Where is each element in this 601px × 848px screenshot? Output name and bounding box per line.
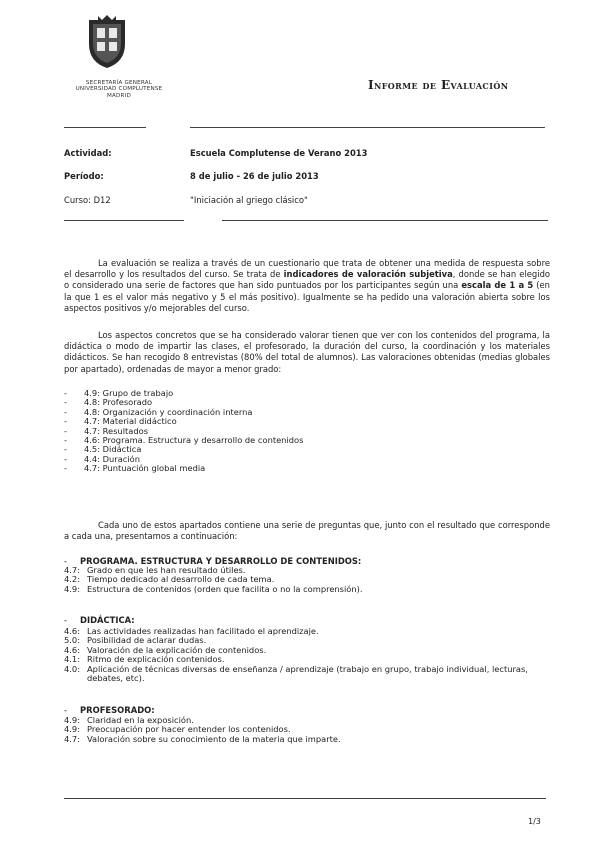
rating-label: Grupo de trabajo [102,388,174,398]
rating-score: 4.8 [84,406,98,417]
rating-item: - 4.4: Duración [64,455,303,464]
rating-label: Puntuación global media [102,463,206,474]
section-title-programa: - PROGRAMA. ESTRUCTURA Y DESARROLLO DE CONTENIDOS: [64,556,361,566]
rating-item: - 4.7: Resultados [64,427,303,436]
institution-line: MADRID [106,92,131,99]
rating-score: 4.4 [84,453,98,464]
rating-score: 4.7 [84,463,98,474]
intro-text: Los aspectos concretos que se ha considerado valorar tienen que ver con los contenidos del programa, la didáctica o modo de impartir las clases, el profesorado, la duración del curso, la coordinación y los materiales didácticos. Se han recogido 8 entrevistas (80% del total de alumnos). Las valoraciones obtenidas (medias globales por apartado), ordenadas de mayor a menor grado: [64,330,550,374]
question-item [64,585,534,594]
ratings-list [64,389,303,474]
section-title-didactica: - DIDÁCTICA: [64,615,135,625]
section-items-didactica [64,627,534,683]
question-text: Estructura de contenidos (orden que facilita o no la comprensión). [87,583,363,594]
question-score: 4.6: [64,626,80,636]
info-rule [64,220,184,221]
question-score: 4.9: [64,715,80,725]
intro-text: La evaluación se realiza a través de un cuestionario que trata de obtener una medida de respuesta sobre el desarrollo y los resultados del curso. Se trata de [64,258,550,280]
intro-paragraph-2 [64,330,550,375]
header-rule [190,127,545,128]
question-score: 4.6: [64,644,80,655]
detail-intro [64,520,550,542]
period-label: Período: [64,171,104,181]
rating-label: Organización y coordinación interna [102,406,253,417]
rating-label: Resultados [102,425,149,436]
rating-score: 4.7 [84,425,98,436]
activity-label: Actividad: [64,148,112,158]
course-value: "Iniciación al griego clásico" [190,195,308,205]
intro-paragraph-1 [64,258,550,314]
activity-value: Escuela Complutense de Verano 2013 [190,148,368,158]
intro-bold: indicadores de valoración subjetiva [283,269,453,280]
section-items-programa [64,566,534,594]
question-score: 4.7: [64,733,80,744]
rating-item: - 4.8: Profesorado [64,398,303,407]
rating-score: 4.6 [84,435,98,446]
rating-label: Didáctica [102,444,142,455]
question-text: Posibilidad de aclarar dudas. [87,635,207,646]
rating-score: 4.8 [84,397,98,408]
rating-item: - 4.5: Didáctica [64,445,303,454]
section-title-profesorado: - PROFESORADO: [64,705,155,715]
rating-item: - 4.9: Grupo de trabajo [64,389,303,398]
rating-label: Material didáctico [102,416,177,427]
detail-intro-text: Cada uno de estos apartados contiene una serie de preguntas que, junto con el resultado que corresponde a cada una, presentamos a continuación: [64,520,550,542]
question-text: Valoración sobre su conocimiento de la materia que imparte. [87,733,341,744]
institution-name [64,80,174,99]
page-number: 1/3 [528,817,541,826]
intro-bold: escala de 1 a 5 [461,280,534,291]
question-score: 4.2: [64,574,80,585]
rating-score: 4.7 [84,416,98,427]
header-rule [64,127,146,128]
intro-text: (en la que 1 es el valor más negativo y 5 el más positivo). Igualmente se ha pedido una valoración abierta sobre los aspectos positivos y/o mejorables del curso. [64,280,550,313]
question-score: 4.0: [64,663,80,674]
rating-label: Programa. Estructura y desarrollo de contenidos [102,435,304,446]
rating-item: - 4.6: Programa. Estructura y desarrollo de contenidos [64,436,303,445]
question-text: Ritmo de explicación contenidos. [87,654,225,665]
rating-item: - 4.7: Material didáctico [64,417,303,426]
question-text: Aplicación de técnicas diversas de enseñanza / aprendizaje (trabajo en grupo, trabajo individual, lecturas, debates, etc). [87,663,528,684]
question-score: 4.9: [64,583,80,594]
rating-score: 4.5 [84,444,98,455]
section-items-profesorado [64,716,534,744]
intro-text: , donde se han elegido o considerado una serie de factores que han sido puntuados por los participantes según una [64,269,551,291]
rating-item: - 4.8: Organización y coordinación interna [64,408,303,417]
question-score: 5.0: [64,635,80,646]
university-crest-icon [84,14,130,70]
question-text: Claridad en la exposición. [87,715,194,725]
question-score: 4.1: [64,654,80,665]
question-item [64,735,534,744]
info-rule [222,220,548,221]
rating-item-global: - 4.7: Puntuación global media [64,464,303,473]
institution-line: UNIVERSIDAD COMPLUTENSE [75,86,163,93]
rating-label: Profesorado [102,397,153,408]
institution-line: SECRETARÍA GENERAL [85,80,153,86]
report-title: Informe de Evaluación [368,78,509,92]
course-label: Curso: D12 [64,195,111,205]
question-text: Tiempo dedicado al desarrollo de cada tema. [87,574,275,585]
question-text: Las actividades realizadas han facilitado el aprendizaje. [87,626,319,636]
question-text: Valoración de la explicación de contenidos. [87,644,267,655]
question-text: Grado en que les han resultado útiles. [87,565,246,575]
footer-rule [64,798,546,799]
question-item [64,665,534,684]
question-score: 4.9: [64,724,80,735]
period-value: 8 de julio - 26 de julio 2013 [190,171,319,181]
question-score: 4.7: [64,565,80,575]
rating-score: 4.9 [84,388,98,398]
question-text: Preocupación por hacer entender los contenidos. [87,724,291,735]
rating-label: Duración [102,453,140,464]
